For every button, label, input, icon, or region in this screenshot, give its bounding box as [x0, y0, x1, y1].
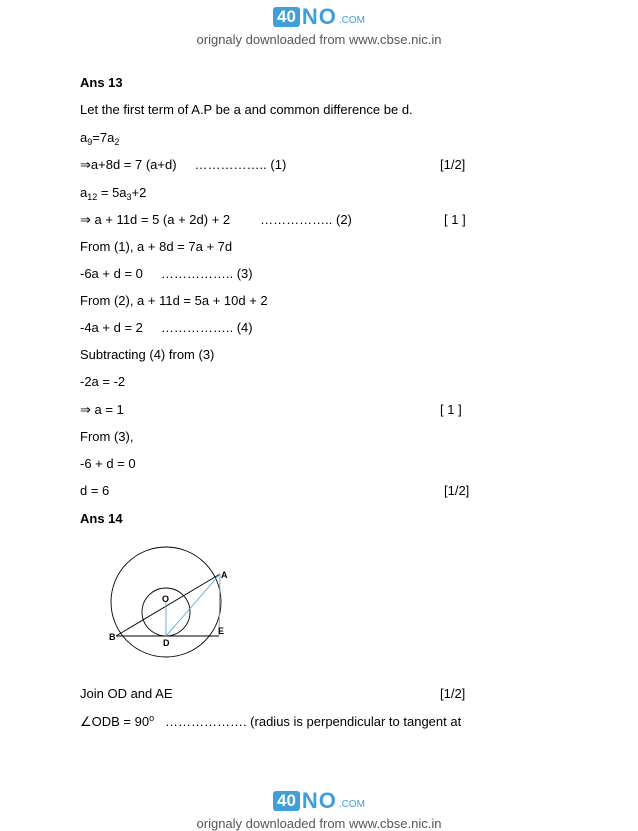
footer-source-link[interactable]: orignaly downloaded from www.cbse.nic.in	[196, 816, 442, 831]
ans13-mark-2: [ 1 ]	[444, 212, 466, 227]
ans14-angle-step	[80, 714, 461, 730]
ans13-eq-d: -6 + d = 0	[80, 456, 136, 471]
logo-com: .COM	[338, 798, 366, 810]
logo-word: NO	[301, 4, 337, 29]
ans13-given-eq2	[80, 185, 146, 200]
subscript: 12	[87, 192, 98, 202]
subscript: 3	[126, 192, 132, 202]
logo-mark	[273, 4, 365, 30]
ans14-mark-1: [1/2]	[440, 686, 466, 701]
angle-text: ∠ODB = 90	[80, 714, 150, 729]
logo-word: NO	[301, 788, 337, 813]
label-d: D	[163, 638, 170, 648]
ans13-result-d: d = 6	[80, 483, 110, 498]
term: a	[80, 185, 88, 200]
subscript: 9	[87, 137, 93, 147]
ans13-eq4	[80, 320, 253, 335]
term: =7a	[92, 130, 115, 145]
equation-ref: …………….. (4)	[160, 320, 253, 335]
logo-mark	[273, 788, 365, 814]
equation: ⇒ a + 11d = 5 (a + 2d) + 2	[80, 212, 231, 227]
ans13-step-from1: From (1), a + 8d = 7a + 7d	[80, 239, 233, 254]
label-o: O	[162, 594, 170, 604]
ans13-mark-4: [1/2]	[444, 483, 470, 498]
ans13-from3: From (3),	[80, 429, 134, 444]
logo-com: .COM	[338, 14, 366, 26]
degree-sup: o	[149, 713, 155, 723]
ans13-eq1	[80, 157, 286, 173]
ans13-step-from2: From (2), a + 11d = 5a + 10d + 2	[80, 293, 268, 308]
ans13-result-a: ⇒ a = 1	[80, 402, 124, 417]
ans13-mark-1: [1/2]	[440, 157, 466, 172]
segment-da	[166, 574, 220, 636]
ans13-mark-3: [ 1 ]	[440, 402, 462, 417]
equation: ⇒a+8d = 7 (a+d)	[80, 157, 177, 172]
angle-reason: ………………. (radius is perpendicular to tangent at	[154, 714, 462, 729]
ans13-intro: Let the first term of A.P be a and common difference be d.	[80, 102, 413, 117]
term: a	[80, 130, 88, 145]
logo-box: 40	[273, 791, 300, 811]
ans13-subtracting: Subtracting (4) from (3)	[80, 347, 215, 362]
ans13-result-2a: -2a = -2	[80, 374, 126, 389]
label-e: E	[218, 626, 225, 636]
concentric-circles-figure	[108, 545, 233, 665]
footer-logo	[0, 788, 638, 831]
ans14-heading: Ans 14	[80, 511, 123, 526]
term: = 5a	[97, 185, 127, 200]
equation-ref: …………….. (3)	[160, 266, 253, 281]
label-a: A	[221, 570, 228, 580]
subscript: 2	[114, 137, 120, 147]
ans13-given-eq	[80, 130, 119, 145]
secant-line-ba	[116, 574, 220, 636]
ans13-eq2	[80, 212, 352, 228]
logo-box: 40	[273, 7, 300, 27]
term: +2	[131, 185, 147, 200]
equation: -6a + d = 0	[80, 266, 143, 281]
ans13-heading: Ans 13	[80, 75, 123, 90]
equation: -4a + d = 2	[80, 320, 143, 335]
header-source-link[interactable]: orignaly downloaded from www.cbse.nic.in	[196, 32, 442, 47]
ans13-eq3	[80, 266, 253, 281]
header-logo	[0, 4, 638, 47]
equation-ref: …………….. (1)	[194, 157, 287, 172]
ans14-join-step: Join OD and AE	[80, 686, 173, 701]
label-b: B	[109, 632, 116, 642]
equation-ref: …………….. (2)	[260, 212, 352, 227]
